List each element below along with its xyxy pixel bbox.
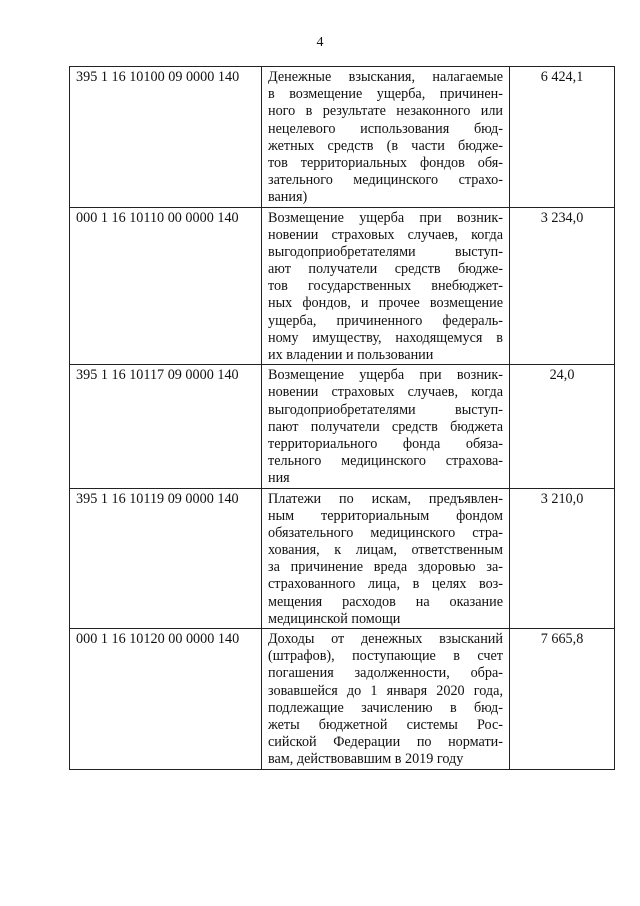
page-number: 4 <box>316 35 324 50</box>
description-cell <box>262 207 510 365</box>
description-cell <box>262 365 510 488</box>
description-line: мещения расходов на оказание <box>268 593 503 610</box>
description-line: за причинение вреда здоровью за- <box>268 559 503 576</box>
description-line: жетных средств (в части бюдже- <box>268 137 503 154</box>
revenue-code-cell: 000 1 16 10110 00 0000 140 <box>70 207 262 365</box>
description-line: Денежные взыскания, налагаемые <box>268 69 503 85</box>
description-line: страхованного лица, в целях воз- <box>268 576 503 593</box>
description-line: медицинской помощи <box>268 610 401 627</box>
amount-cell: 3 210,0 <box>510 488 615 629</box>
description-line: ния <box>268 470 290 487</box>
description-line: Платежи по искам, предъявлен- <box>268 490 503 507</box>
description-line: пают получатели средств бюджета <box>268 418 503 435</box>
description-line: (штрафов), поступающие в счет <box>268 648 503 665</box>
table-row <box>70 207 615 365</box>
description-line: обязательного медицинского стра- <box>268 524 503 541</box>
amount-cell: 7 665,8 <box>510 629 615 770</box>
description-line: тов государственных внебюджет- <box>268 278 503 295</box>
description-line: зовавшейся до 1 января 2020 года, <box>268 682 503 699</box>
description-cell <box>262 488 510 629</box>
table-row <box>70 629 615 770</box>
description-line: ного в результате незаконного или <box>268 103 503 120</box>
description-line: их владении и пользовании <box>268 347 434 363</box>
revenue-code-cell: 395 1 16 10119 09 0000 140 <box>70 488 262 629</box>
revenue-code-cell: 395 1 16 10117 09 0000 140 <box>70 365 262 488</box>
description-line: выгодоприобретателями выступ- <box>268 243 503 260</box>
description-line: территориального фонда обяза- <box>268 435 503 452</box>
description-line: ают получатели средств бюдже- <box>268 261 503 278</box>
description-line: ным территориальным фондом <box>268 507 503 524</box>
description-line: жеты бюджетной системы Рос- <box>268 716 503 733</box>
description-line: зательного медицинского страхо- <box>268 172 503 189</box>
description-line: тов территориальных фондов обя- <box>268 154 503 171</box>
description-line: новении страховых случаев, когда <box>268 384 503 401</box>
budget-revenue-table <box>69 66 615 770</box>
description-line: нецелевого использования бюд- <box>268 120 503 137</box>
table-row <box>70 365 615 488</box>
table-body <box>70 67 615 770</box>
description-line: Доходы от денежных взысканий <box>268 631 503 647</box>
description-line: хования, к лицам, ответственным <box>268 542 503 559</box>
description-line: Возмещение ущерба при возник- <box>268 367 503 384</box>
description-line: в возмещение ущерба, причинен- <box>268 86 503 103</box>
revenue-code-cell: 395 1 16 10100 09 0000 140 <box>70 67 262 208</box>
description-line: вам, действовавшим в 2019 году <box>268 751 464 768</box>
description-line: ущерба, причиненного федераль- <box>268 312 503 329</box>
amount-cell: 6 424,1 <box>510 67 615 208</box>
description-line: ному имуществу, находящемуся в <box>268 329 503 346</box>
table-row <box>70 67 615 208</box>
description-cell <box>262 629 510 770</box>
amount-cell: 3 234,0 <box>510 207 615 365</box>
description-line: сийской Федерации по нормати- <box>268 734 503 751</box>
description-line: ных фондов, и прочее возмещение <box>268 295 503 312</box>
table-row <box>70 488 615 629</box>
description-line: погашения задолженности, обра- <box>268 665 503 682</box>
description-line: подлежащие зачислению в бюд- <box>268 699 503 716</box>
description-cell <box>262 67 510 208</box>
description-line: выгодоприобретателями выступ- <box>268 401 503 418</box>
description-line: новении страховых случаев, когда <box>268 226 503 243</box>
description-line: Возмещение ущерба при возник- <box>268 209 503 226</box>
amount-cell: 24,0 <box>510 365 615 488</box>
revenue-code-cell: 000 1 16 10120 00 0000 140 <box>70 629 262 770</box>
description-line: вания) <box>268 189 308 206</box>
description-line: тельного медицинского страхова- <box>268 453 503 470</box>
